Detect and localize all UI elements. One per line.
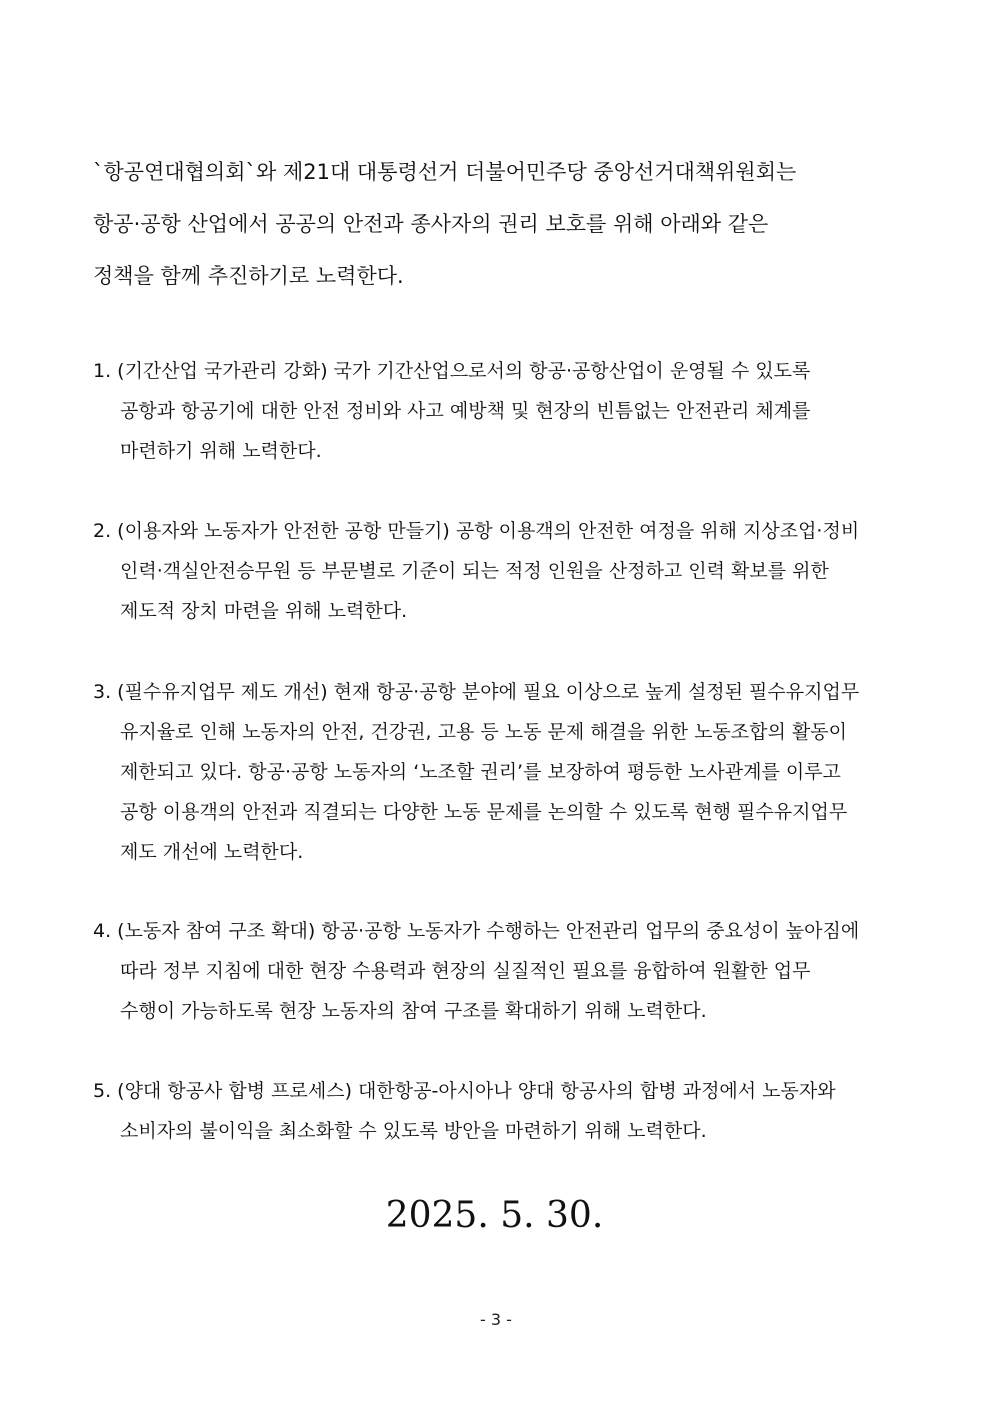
policy-item-line: 마련하기 위해 노력한다. <box>120 440 322 462</box>
policy-item-line: 1. (기간산업 국가관리 강화) 국가 기간산업으로서의 항공·공항산업이 운영될 수 있도록 <box>93 360 811 382</box>
policy-item-line: 공항 이용객의 안전과 직결되는 다양한 노동 문제를 논의할 수 있도록 현행 필수유지업무 <box>120 801 848 823</box>
policy-item-line: 3. (필수유지업무 제도 개선) 현재 항공·공항 분야에 필요 이상으로 높게 설정된 필수유지업무 <box>93 681 860 703</box>
policy-item-line: 4. (노동자 참여 구조 확대) 항공·공항 노동자가 수행하는 안전관리 업무의 중요성이 높아짐에 <box>93 920 860 942</box>
intro-line: 정책을 함께 추진하기로 노력한다. <box>93 264 404 288</box>
policy-item-line: 제도적 장치 마련을 위해 노력한다. <box>120 600 408 622</box>
policy-item-line: 제한되고 있다. 항공·공항 노동자의 ‘노조할 권리’를 보장하여 평등한 노사관계를 이루고 <box>120 761 841 783</box>
policy-item-line: 인력·객실안전승무원 등 부문별로 기준이 되는 적정 인원을 산정하고 인력 확보를 위한 <box>120 560 829 582</box>
policy-item-line: 제도 개선에 노력한다. <box>120 841 304 863</box>
policy-item-line: 소비자의 불이익을 최소화할 수 있도록 방안을 마련하기 위해 노력한다. <box>120 1120 707 1142</box>
document-date-text: 2025. 5. 30. <box>385 1195 604 1236</box>
policy-item-line: 따라 정부 지침에 대한 현장 수용력과 현장의 실질적인 필요를 융합하여 원활한 업무 <box>120 960 811 982</box>
intro-line: `항공연대협의회`와 제21대 대통령선거 더불어민주당 중앙선거대책위원회는 <box>93 160 797 184</box>
policy-item-line: 수행이 가능하도록 현장 노동자의 참여 구조를 확대하기 위해 노력한다. <box>120 1000 707 1022</box>
policy-item-line: 유지율로 인해 노동자의 안전, 건강권, 고용 등 노동 문제 해결을 위한 노동조합의 활동이 <box>120 721 847 743</box>
document-date <box>0 1195 992 1236</box>
policy-item-line: 공항과 항공기에 대한 안전 정비와 사고 예방책 및 현장의 빈틈없는 안전관리 체계를 <box>120 400 811 422</box>
policy-item-line: 2. (이용자와 노동자가 안전한 공항 만들기) 공항 이용객의 안전한 여정을 위해 지상조업·정비 <box>93 520 860 542</box>
policy-item-line: 5. (양대 항공사 합병 프로세스) 대한항공-아시아나 양대 항공사의 합병 과정에서 노동자와 <box>93 1080 836 1102</box>
page-number: - 3 - <box>480 1310 512 1329</box>
intro-line: 항공·공항 산업에서 공공의 안전과 종사자의 권리 보호를 위해 아래와 같은 <box>93 212 769 236</box>
